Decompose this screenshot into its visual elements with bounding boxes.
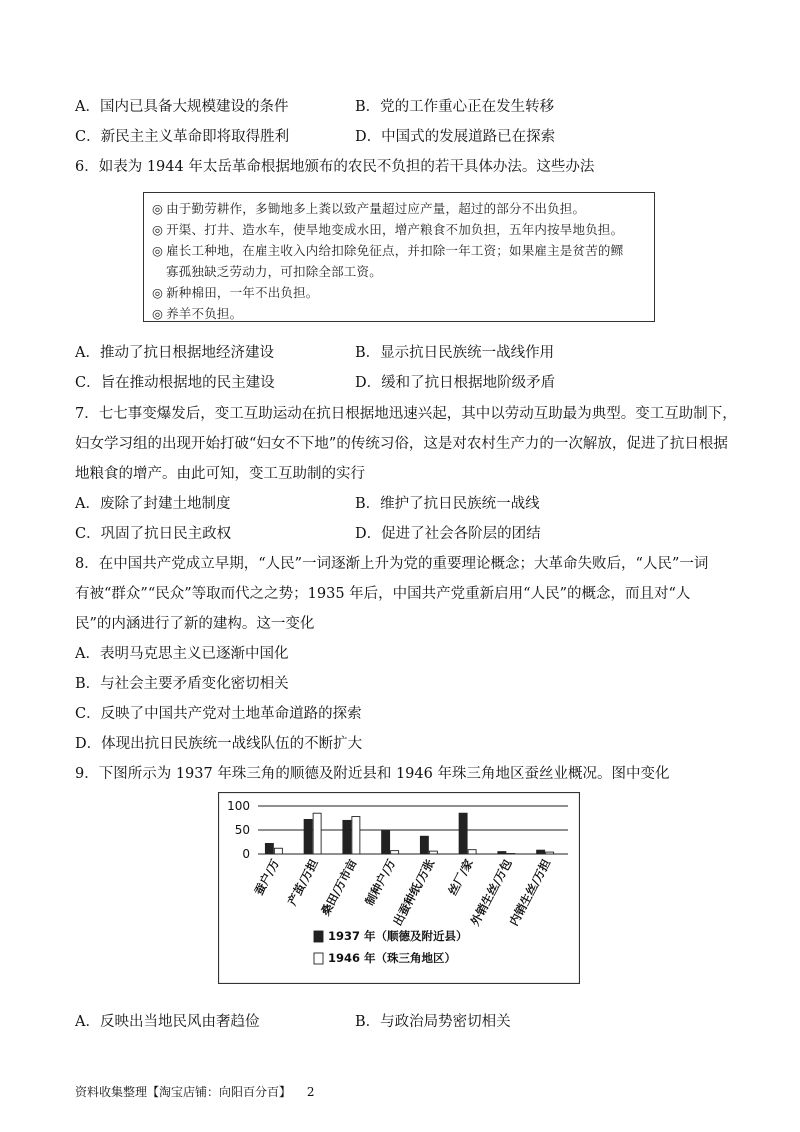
legend-swatch (314, 931, 323, 942)
q6-table-line: ◎ 由于勤劳耕作，多锄地多上粪以致产量超过应产量，超过的部分不出负担。 (152, 201, 586, 216)
bar-1937 (459, 813, 467, 854)
q6-option-d: D．缓和了抗日根据地阶级矛盾 (355, 375, 556, 391)
y-tick-label: 100 (227, 799, 250, 813)
bullet-icon: ◎ (152, 306, 164, 321)
q7-stem-line: 地粮食的增产。由此可知，变工互助制的实行 (75, 466, 365, 482)
q6-option-c: C．旨在推动根据地的民主建设 (75, 375, 275, 391)
q8-option-d: D．体现出抗日民族统一战线队伍的不断扩大 (75, 736, 363, 752)
q8-stem-line: 民”的内涵进行了新的建构。这一变化 (75, 616, 315, 632)
bullet-icon: ◎ (152, 201, 164, 216)
q6-stem: 6．如表为 1944 年太岳革命根据地颁布的农民不负担的若干具体办法。这些办法 (75, 159, 595, 175)
q6-table-line: ◎ 养羊不负担。 (152, 306, 243, 321)
bar-1937 (420, 836, 428, 854)
bullet-icon: ◎ (152, 243, 164, 258)
q8-stem-line: 有被“群众”“民众”等取而代之之势；1935 年后，中国共产党重新启用“人民”的概念，而且对“人 (75, 586, 691, 602)
bar-1946 (391, 851, 399, 854)
x-tick-label: 外销生丝/万包 (467, 856, 515, 929)
q6-table-line: 寡孤独缺乏劳动力，可扣除全部工资。 (166, 264, 382, 279)
q9-option-b: B．与政治局势密切相关 (355, 1014, 511, 1030)
x-tick-label: 出蚕种纸/万张 (390, 856, 438, 929)
q6-table-line: ◎ 开渠、打井、造水车，使旱地变成水田，增产粮食不加负担，五年内按旱地负担。 (152, 222, 624, 237)
bar-1937 (382, 831, 390, 854)
x-tick-label: 桑田/万市亩 (318, 856, 360, 918)
q6-table (143, 192, 655, 322)
bar-1946 (468, 850, 476, 854)
q9-stem: 9．下图所示为 1937 年珠三角的顺德及附近县和 1946 年珠三角地区蚕丝业概况。图中变化 (75, 766, 670, 782)
q6-option-b: B．显示抗日民族统一战线作用 (355, 345, 555, 361)
q8-option-a: A．表明马克思主义已逐渐中国化 (75, 646, 289, 662)
q5-option-b: B．党的工作重心正在发生转移 (355, 99, 555, 115)
legend-label: 1937 年（顺德及附近县） (328, 929, 468, 943)
page-footer (75, 1084, 314, 1100)
bar-1937 (265, 843, 273, 854)
q5-option-d: D．中国式的发展道路已在探索 (355, 129, 556, 145)
bar-1946 (429, 851, 437, 854)
x-tick-label: 产茧/万担 (284, 856, 321, 908)
bar-1937 (304, 819, 312, 854)
legend-swatch (314, 953, 323, 964)
x-tick-label: 蚕户/万 (251, 856, 283, 898)
bar-1946 (507, 854, 515, 855)
legend-label: 1946 年（珠三角地区） (328, 951, 457, 965)
bar-1946 (546, 852, 554, 854)
x-tick-label: 内销生丝/万担 (506, 856, 554, 929)
bar-1946 (352, 817, 360, 854)
page-number: 2 (306, 1085, 315, 1099)
q6-option-a: A．推动了抗日根据地经济建设 (75, 345, 274, 361)
bar-1937 (343, 820, 351, 854)
q5-option-c: C．新民主主义革命即将取得胜利 (75, 129, 290, 145)
bar-1946 (313, 813, 321, 854)
x-tick-label: 丝厂/家 (445, 856, 476, 898)
q6-table-line: ◎ 雇长工种地，在雇主收入内给扣除免征点，并扣除一年工资；如果雇主是贫苦的鳏 (152, 243, 624, 258)
q7-stem-line: 7．七七事变爆发后，变工互助运动在抗日根据地迅速兴起，其中以劳动互助最为典型。变工互助制下， (75, 406, 737, 422)
x-tick-label: 制种户/万 (362, 856, 399, 908)
bar-chart-svg (218, 792, 580, 984)
q7-option-b: B．维护了抗日民族统一战线 (355, 496, 540, 512)
silk-industry-chart (218, 792, 580, 984)
bullet-icon: ◎ (152, 222, 164, 237)
y-tick-label: 0 (242, 847, 250, 861)
footer-source: 资料收集整理【淘宝店铺：向阳百分百】 (75, 1085, 292, 1099)
q7-stem-line: 妇女学习组的出现开始打破“妇女不下地”的传统习俗，这是对农村生产力的一次解放，促进了抗日根据 (75, 436, 728, 452)
q8-option-b: B．与社会主要矛盾变化密切相关 (75, 676, 289, 692)
q7-option-d: D．促进了社会各阶层的团结 (355, 526, 541, 542)
bar-1937 (498, 852, 506, 854)
q8-stem-line: 8．在中国共产党成立早期，“人民”一词逐渐上升为党的重要理论概念；大革命失败后，“人民”一词 (75, 556, 709, 572)
q7-option-c: C．巩固了抗日民主政权 (75, 526, 232, 542)
y-tick-label: 50 (234, 823, 250, 837)
q8-option-c: C．反映了中国共产党对土地革命道路的探索 (75, 706, 362, 722)
q9-option-a: A．反映出当地民风由奢趋俭 (75, 1014, 260, 1030)
q7-option-a: A．废除了封建土地制度 (75, 496, 231, 512)
bullet-icon: ◎ (152, 285, 164, 300)
q5-option-a: A．国内已具备大规模建设的条件 (75, 99, 289, 115)
bar-1946 (274, 848, 282, 854)
bar-1937 (537, 850, 545, 854)
q6-table-line: ◎ 新种棉田，一年不出负担。 (152, 285, 319, 300)
